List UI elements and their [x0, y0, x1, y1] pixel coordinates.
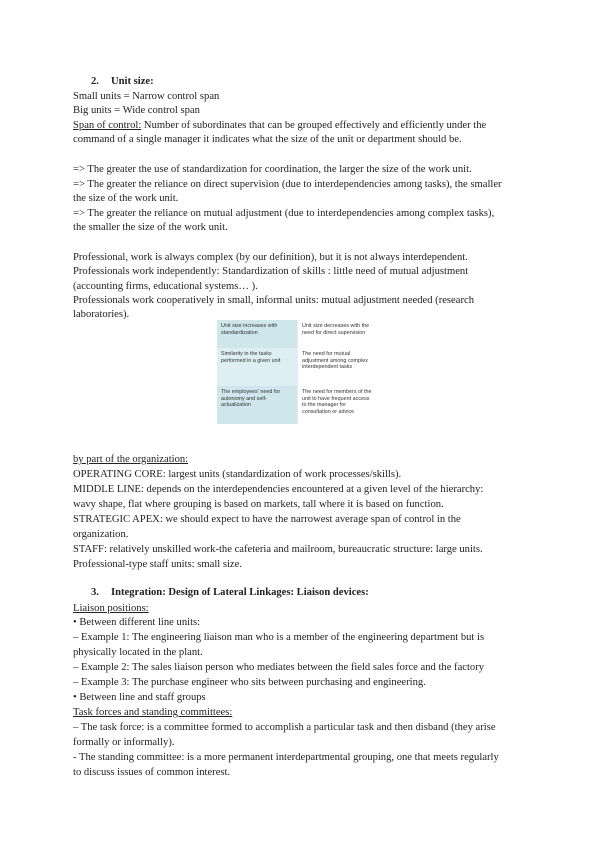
- section-number: 2.: [91, 76, 99, 87]
- table-cell: The employees' need for autonomy and self-actualization: [217, 386, 297, 424]
- text-line: Professional-type staff units: small size.: [73, 559, 242, 570]
- text-line: Big units = Wide control span: [73, 105, 200, 116]
- span-of-control-line: [73, 118, 486, 133]
- text-line: STAFF: relatively unskilled work-the cafeteria and mailroom, bureaucratic structure: large units.: [73, 544, 483, 555]
- list-item: – Example 2: The sales liaison person who mediates between the field sales force and the factory: [73, 662, 485, 673]
- table-cell: The need for mutual adjustment among complex interdependent tasks: [297, 348, 377, 386]
- table-header-right: Unit size decreases with the need for direct supervision: [297, 320, 377, 348]
- text-line: Small units = Narrow control span: [73, 91, 220, 102]
- list-item: – Example 1: The engineering liaison man who is a member of the engineering department but is: [73, 632, 485, 643]
- text-line: => The greater the use of standardization for coordination, the larger the size of the work unit.: [73, 164, 472, 175]
- list-item: • Between line and staff groups: [73, 692, 206, 703]
- text-line: => The greater the reliance on direct supervision (due to interdependencies among tasks), the smaller: [73, 179, 502, 190]
- section-number: 3.: [91, 587, 99, 598]
- liaison-positions-label: Liaison positions:: [73, 603, 149, 614]
- text-line: to discuss issues of common interest.: [73, 767, 231, 778]
- org-parts-label: by part of the organization:: [73, 454, 189, 465]
- text-line: Professional, work is always complex (by our definition), but it is not always interdependent.: [73, 252, 468, 263]
- text-line: Professionals work independently: Standardization of skills : little need of mutual adjustment: [73, 266, 469, 277]
- text-line: STRATEGIC APEX: we should expect to have the narrowest average span of control in the: [73, 514, 461, 525]
- task-forces-label: Task forces and standing committees:: [73, 707, 233, 718]
- text-line: formally or informally).: [73, 737, 175, 748]
- text-line: organization.: [73, 529, 129, 540]
- text-line: the smaller the size of the work unit.: [73, 222, 228, 233]
- section-3-heading: [91, 585, 369, 600]
- section-title: Integration: Design of Lateral Linkages: Liaison devices:: [111, 587, 369, 598]
- list-item: - The standing committee: is a more permanent interdepartmental grouping, one that meets regularly: [73, 752, 499, 763]
- text-line: command of a single manager it indicates what the size of the unit or department should be.: [73, 134, 462, 145]
- list-item: • Between different line units:: [73, 617, 201, 628]
- section-title: Unit size:: [111, 76, 154, 87]
- span-of-control-text: Number of subordinates that can be grouped effectively and efficiently under the: [141, 120, 487, 131]
- text-line: physically located in the plant.: [73, 647, 203, 658]
- text-line: MIDDLE LINE: depends on the interdependencies encountered at a given level of the hierarchy:: [73, 484, 484, 495]
- text-line: (accounting firms, educational systems… ).: [73, 281, 258, 292]
- text-line: the size of the work unit.: [73, 193, 179, 204]
- list-item: – Example 3: The purchase engineer who sits between purchasing and engineering.: [73, 677, 426, 688]
- section-2-heading: [91, 74, 154, 89]
- text-line: wavy shape, flat where grouping is based on markets, tall where it is based on function.: [73, 499, 444, 510]
- span-of-control-label: Span of control:: [73, 120, 142, 131]
- unit-size-table: [217, 320, 377, 424]
- table-cell: Similarity in the tasks performed in a given unit: [217, 348, 297, 386]
- text-line: OPERATING CORE: largest units (standardization of work processes/skills).: [73, 469, 402, 480]
- text-line: Professionals work cooperatively in small, informal units: mutual adjustment needed (research: [73, 295, 474, 306]
- table-header-left: Unit size increases with standardization: [217, 320, 297, 348]
- list-item: – The task force: is a committee formed to accomplish a particular task and then disband (they arise: [73, 722, 496, 733]
- table-cell: The need for members of the unit to have frequent access to the manager for consultation or advice: [297, 386, 377, 424]
- text-line: => The greater the reliance on mutual adjustment (due to interdependencies among complex tasks),: [73, 208, 495, 219]
- text-line: laboratories).: [73, 309, 130, 320]
